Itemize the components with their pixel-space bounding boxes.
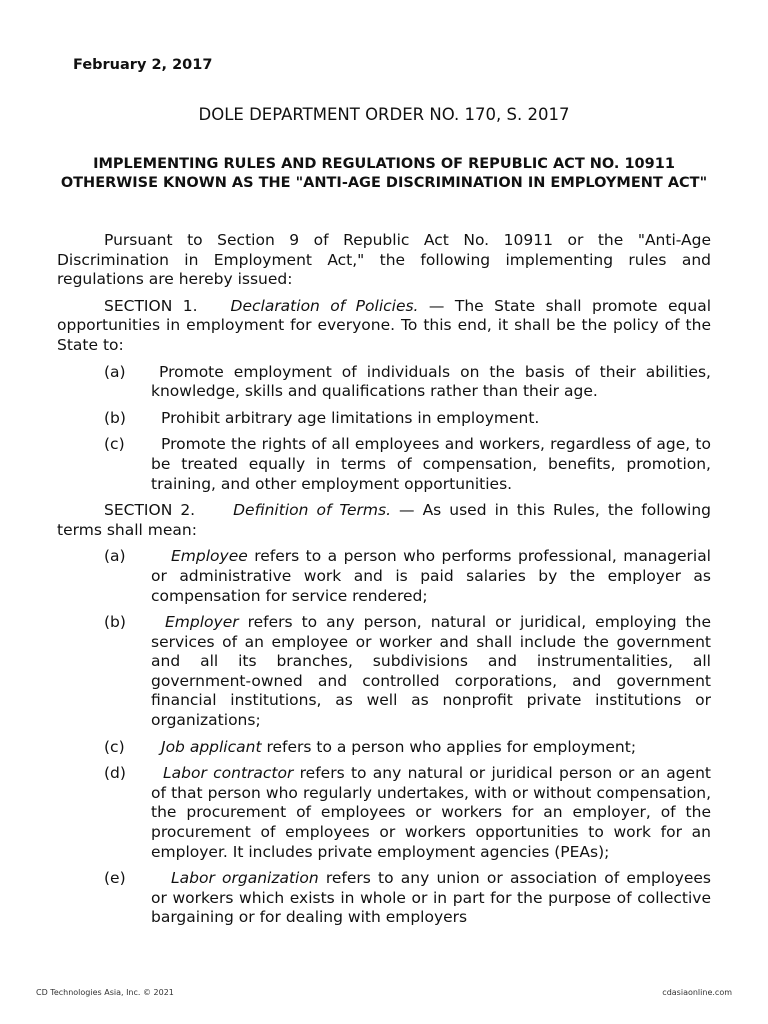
section-1-paragraph [57, 297, 711, 356]
term: Employee [171, 547, 248, 566]
section-2-item [57, 764, 711, 862]
item-text: Promote the rights of all employees and workers, regardless of age, to be treated equally in terms of compensation, benefits, promotion, training, and other employment opportunities. [151, 435, 711, 493]
section-1-title: Declaration of Policies. [230, 296, 419, 315]
section-2-item [57, 547, 711, 606]
item-label: (d) [104, 764, 126, 783]
item-text: Promote employment of individuals on the basis of their abilities, knowledge, skills and qualifications rather than their age. [151, 362, 711, 401]
document-heading: IMPLEMENTING RULES AND REGULATIONS OF REPUBLIC ACT NO. 10911 OTHERWISE KNOWN AS THE "ANTI-AGE DISCRIMINATION IN EMPLOYMENT ACT" [60, 156, 708, 191]
item-text: Employer refers to any person, natural or juridical, employing the services of an employee or worker and shall include the government and all its branches, subdivisions and instrumentalities, all government-owned and controlled corporations, and government financial institutions, as well as nonprofit private institutions or organizations; [151, 613, 711, 730]
item-label: (a) [104, 362, 126, 381]
section-2-number: SECTION 2. [104, 501, 196, 520]
section-1-item [57, 435, 711, 494]
footer-site: cdasiaonline.com [662, 988, 732, 997]
section-2-paragraph [57, 501, 711, 540]
item-label: (b) [104, 613, 126, 632]
item-text: Job applicant refers to a person who applies for employment; [161, 737, 637, 756]
term: Job applicant [161, 737, 262, 756]
term: Labor contractor [163, 764, 294, 783]
section-1-text: — The State shall promote equal opportunities in employment for everyone. To this end, it shall be the policy of the State to: [57, 296, 712, 354]
section-2-title: Definition of Terms. [233, 501, 391, 520]
order-title: DOLE DEPARTMENT ORDER NO. 170, S. 2017 [198, 105, 570, 124]
item-label: (c) [104, 435, 125, 454]
term: Employer [165, 613, 239, 632]
item-text: Employee refers to a person who performs professional, managerial or administrative work and is paid salaries by the employer as compensation for service rendered; [151, 547, 711, 605]
item-label: (a) [104, 547, 126, 566]
item-text: Labor contractor refers to any natural or juridical person or an agent of that person who regularly undertakes, with or without compensation, the procurement of employees or workers for an employer, of the procurement of employees or workers opportunities to work for an employer. It includes private employment agencies (PEAs); [151, 764, 711, 861]
item-label: (b) [104, 408, 126, 427]
section-1-item [57, 409, 711, 429]
item-label: (c) [104, 737, 125, 756]
document-date: February 2, 2017 [73, 57, 213, 73]
section-2-item [57, 738, 711, 758]
document-body [57, 231, 711, 935]
section-2-text: — As used in this Rules, the following terms shall mean: [57, 501, 711, 539]
term: Labor organization [171, 869, 319, 888]
section-1-item [57, 363, 711, 402]
item-text: Labor organization refers to any union or association of employees or workers which exists in whole or in part for the purpose of collective bargaining or for dealing with employers [151, 869, 711, 927]
item-label: (e) [104, 869, 126, 888]
footer-copyright: CD Technologies Asia, Inc. © 2021 [36, 988, 174, 997]
section-2-item [57, 613, 711, 731]
preamble-paragraph: Pursuant to Section 9 of Republic Act No. 10911 or the "Anti-Age Discrimination in Employment Act," the following implementing rules and regulations are hereby issued: [57, 231, 711, 289]
section-2-item [57, 869, 711, 928]
section-1-number: SECTION 1. [104, 296, 198, 315]
item-text: Prohibit arbitrary age limitations in employment. [161, 408, 540, 427]
